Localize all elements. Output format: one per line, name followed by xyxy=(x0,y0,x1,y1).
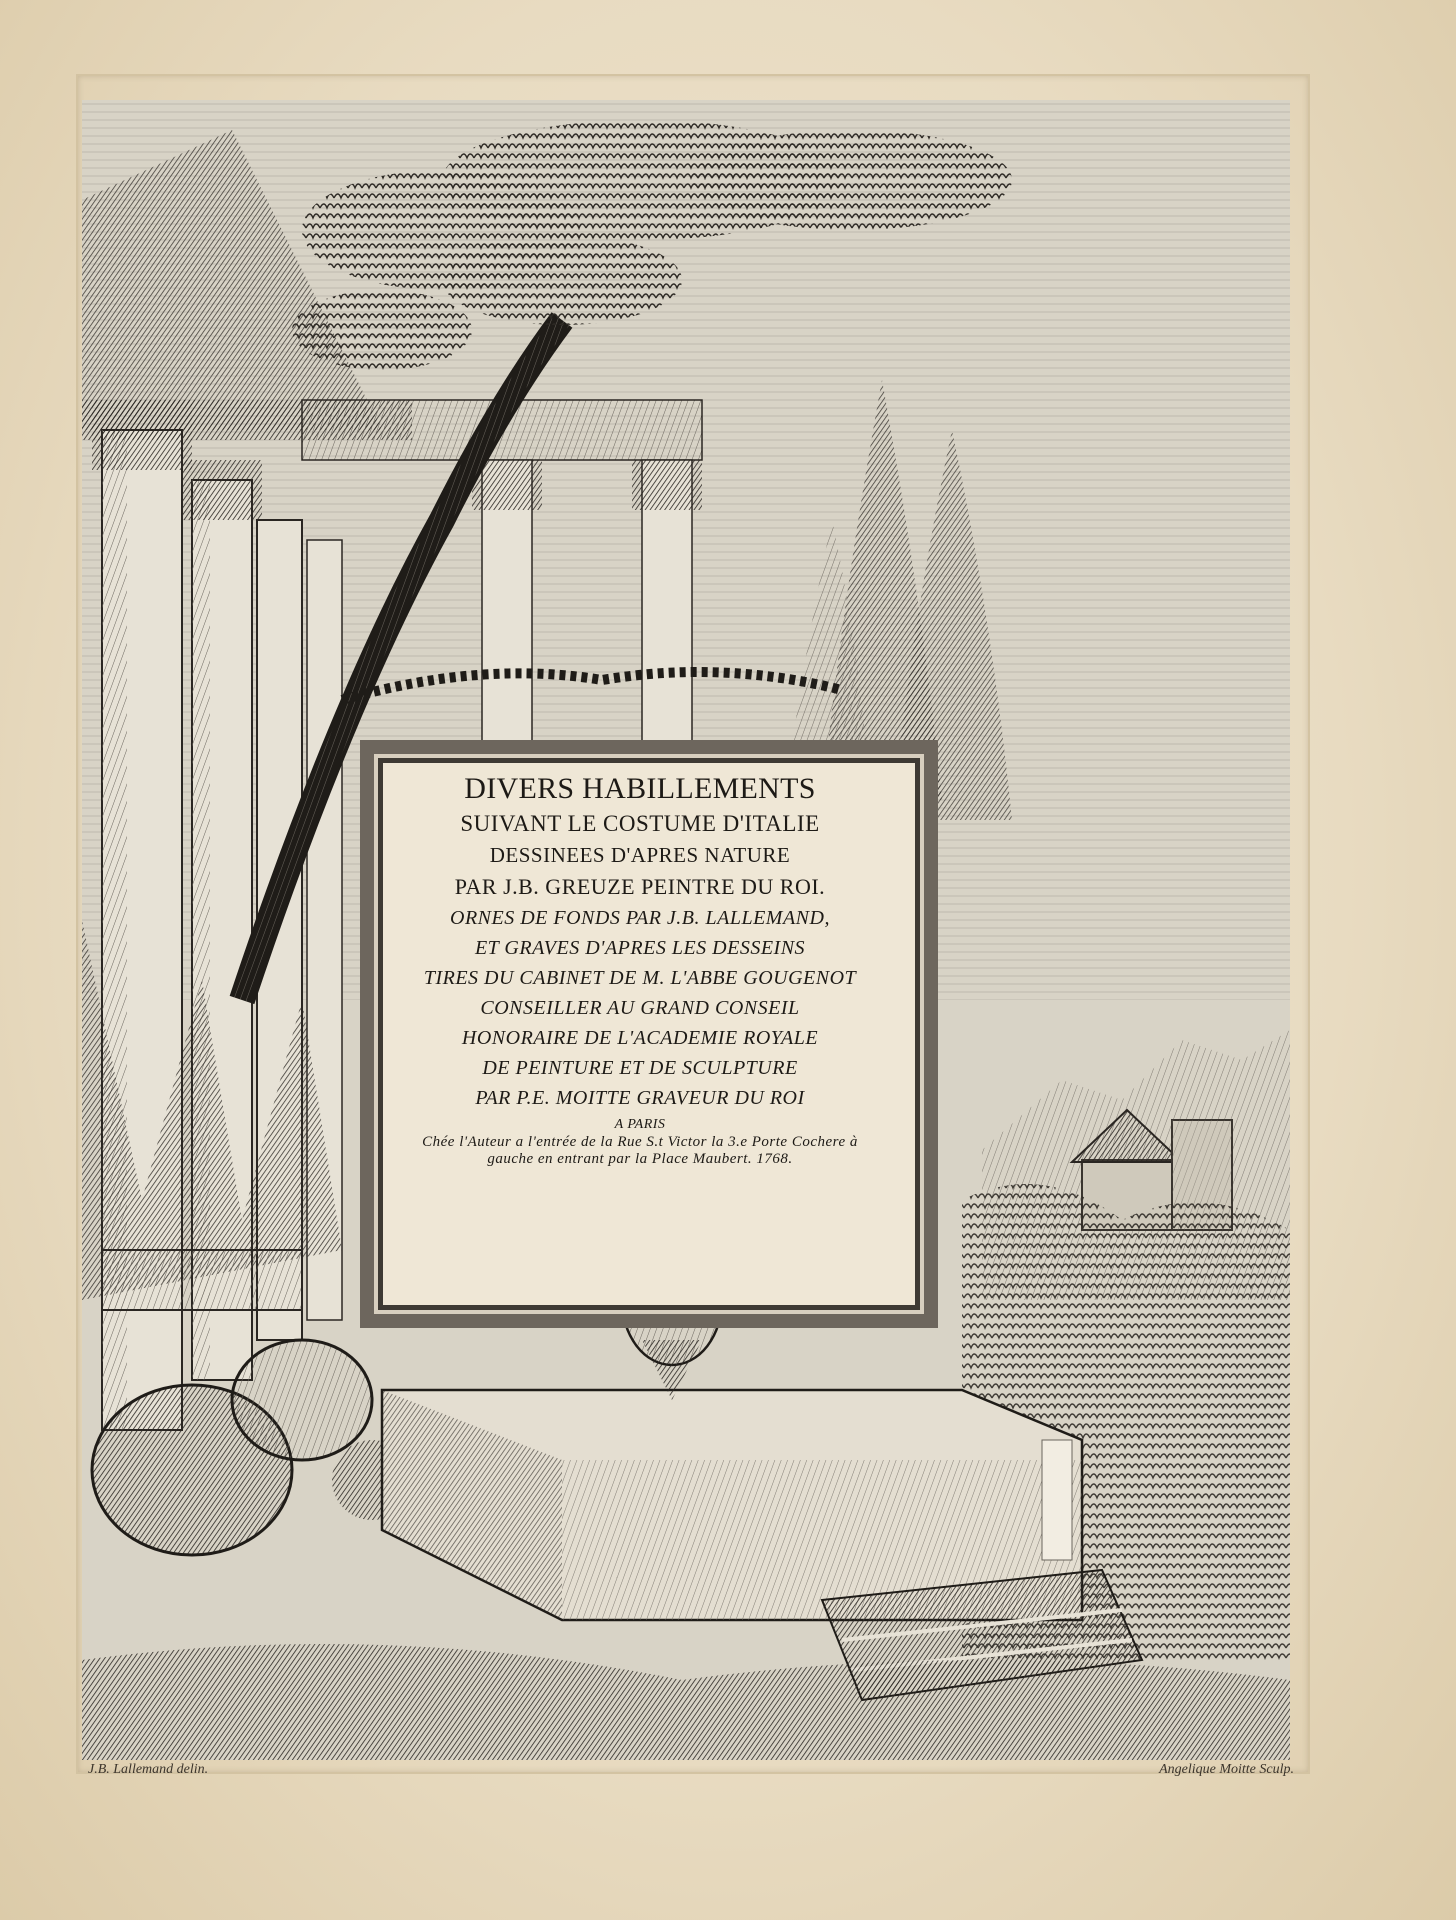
text-line: DESSINEES D'APRES NATURE xyxy=(489,843,791,867)
text-line: ET GRAVES D'APRES LES DESSEINS xyxy=(474,937,806,959)
address-line: Chée l'Auteur a l'entrée de la Rue S.t Victor la 3.e Porte Cochere à xyxy=(422,1134,858,1150)
address-line: gauche en entrant par la Place Maubert. 1768. xyxy=(487,1151,793,1168)
title-cartouche xyxy=(360,740,910,1340)
text-line: TIRES DU CABINET DE M. L'ABBE GOUGENOT xyxy=(423,967,857,989)
text-line: CONSEILLER AU GRAND CONSEIL xyxy=(480,997,800,1019)
title-text xyxy=(390,774,890,1169)
place-line: A PARIS xyxy=(614,1117,666,1132)
subtitle-line: SUIVANT LE COSTUME D'ITALIE xyxy=(460,811,820,836)
text-line: PAR J.B. GREUZE PEINTRE DU ROI. xyxy=(454,874,826,899)
engraver-credit: Angelique Moitte Sculp. xyxy=(1159,1762,1294,1777)
text-line: ORNES DE FONDS PAR J.B. LALLEMAND, xyxy=(450,907,830,929)
title-line: DIVERS HABILLEMENTS xyxy=(464,772,816,805)
text-line: PAR P.E. MOITTE GRAVEUR DU ROI xyxy=(475,1087,805,1109)
text-line: HONORAIRE DE L'ACADEMIE ROYALE xyxy=(461,1027,819,1049)
text-line: DE PEINTURE ET DE SCULPTURE xyxy=(482,1057,798,1079)
draughtsman-credit: J.B. Lallemand delin. xyxy=(88,1762,209,1777)
